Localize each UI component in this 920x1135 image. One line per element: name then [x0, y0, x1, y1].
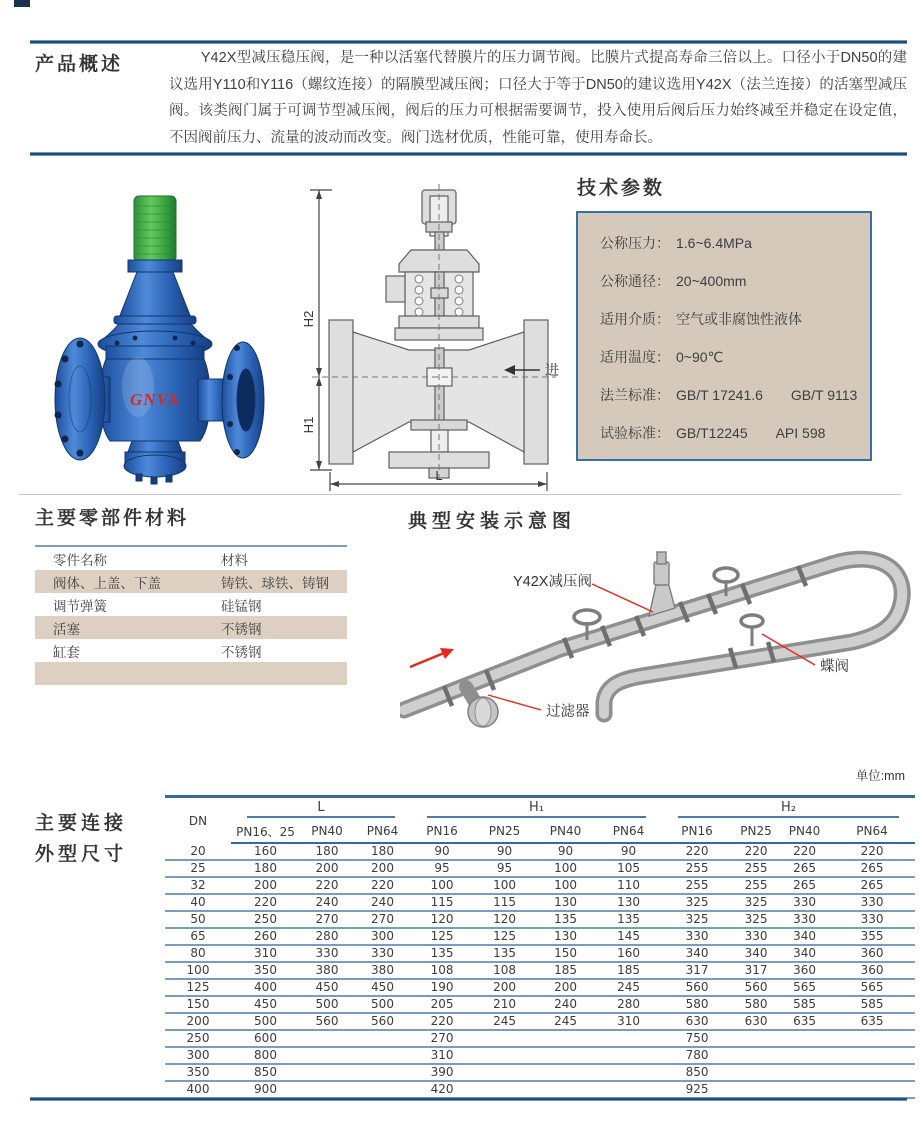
inlet-label: 进	[545, 362, 559, 378]
dimension-cell: 635	[829, 1013, 915, 1030]
pn-header-cell: PN25	[473, 820, 536, 843]
dimension-cell: 350	[231, 962, 300, 979]
divider-top	[30, 40, 907, 44]
dimension-cell: 265	[829, 877, 915, 894]
dimension-cell: 585	[780, 996, 829, 1013]
dimension-cell	[595, 1047, 662, 1064]
dimension-cell: 130	[595, 894, 662, 911]
dimension-cell: 265	[829, 860, 915, 877]
dimension-cell: 90	[411, 843, 473, 860]
dimension-cell: 20	[165, 843, 231, 860]
dimension-cell: 255	[732, 877, 780, 894]
dim-label-h2: H2	[301, 310, 316, 328]
dimension-cell: 200	[536, 979, 595, 996]
dimension-cell: 90	[473, 843, 536, 860]
materials-row	[35, 639, 347, 662]
dimension-cell	[595, 1081, 662, 1098]
dimension-cell	[732, 1030, 780, 1047]
tech-param-label: 试验标准：	[600, 425, 670, 441]
dimension-cell: 850	[662, 1064, 732, 1081]
dimension-cell: 200	[165, 1013, 231, 1030]
dimension-cell: 100	[536, 860, 595, 877]
adjusting-cap-green	[134, 196, 176, 262]
dimension-cell: 65	[165, 928, 231, 945]
dimension-cell: 630	[732, 1013, 780, 1030]
dimension-cell: 185	[595, 962, 662, 979]
tech-param-value: GB/T 17241.6 GB/T 9113	[676, 387, 858, 403]
tech-param-value: 1.6~6.4MPa	[676, 235, 752, 251]
dimension-cell: 330	[829, 911, 915, 928]
dimension-cell: 340	[780, 928, 829, 945]
dimension-cell	[354, 1030, 411, 1047]
tech-params-heading: 技术参数	[577, 178, 666, 199]
dimension-cell: 220	[780, 843, 829, 860]
dimension-cell: 390	[411, 1064, 473, 1081]
dimension-cell: 560	[732, 979, 780, 996]
dimension-row	[165, 1047, 915, 1064]
tech-param-label: 法兰标准：	[600, 387, 670, 403]
dimension-cell: 500	[300, 996, 354, 1013]
materials-row-empty	[35, 662, 347, 685]
dimension-row	[165, 1030, 915, 1047]
dimension-cell: 635	[780, 1013, 829, 1030]
dimension-cell: 500	[231, 1013, 300, 1030]
dimension-cell: 330	[732, 928, 780, 945]
dimension-cell: 250	[231, 911, 300, 928]
pn-header-row	[165, 820, 915, 843]
group-header-l: L	[231, 797, 411, 821]
dimension-cell: 330	[354, 945, 411, 962]
dimension-row	[165, 1081, 915, 1098]
prv-label: Y42X减压阀	[513, 574, 592, 590]
dimension-cell: 355	[829, 928, 915, 945]
dimension-cell: 400	[165, 1081, 231, 1098]
tech-param-row	[600, 307, 870, 345]
dimension-cell: 240	[300, 894, 354, 911]
unit-note: 单位:mm	[855, 769, 905, 783]
strainer-label: 过滤器	[546, 704, 590, 720]
dimension-cell: 32	[165, 877, 231, 894]
dimension-cell: 330	[662, 928, 732, 945]
dimension-cell: 317	[662, 962, 732, 979]
tech-param-label: 公称压力：	[600, 235, 670, 251]
dimension-cell: 220	[354, 877, 411, 894]
dimension-cell	[829, 1047, 915, 1064]
dimension-cell: 160	[595, 945, 662, 962]
dimension-cell: 40	[165, 894, 231, 911]
dimension-cell: 330	[780, 894, 829, 911]
dimension-cell: 220	[829, 843, 915, 860]
dimension-cell: 135	[595, 911, 662, 928]
flow-arrow	[410, 648, 454, 667]
dimension-cell: 325	[732, 911, 780, 928]
dimensions-heading-line2: 外型尺寸	[35, 844, 128, 865]
dimension-cell: 450	[300, 979, 354, 996]
dimension-cell: 25	[165, 860, 231, 877]
tech-param-label: 公称通径：	[600, 273, 670, 289]
materials-cell: 不锈钢	[221, 644, 262, 660]
dimension-cell: 245	[536, 1013, 595, 1030]
dimension-cell	[300, 1081, 354, 1098]
materials-heading: 主要零部件材料	[35, 508, 190, 529]
dimension-cell: 600	[231, 1030, 300, 1047]
tech-param-row	[600, 345, 870, 383]
dimension-cell: 95	[411, 860, 473, 877]
dimension-cell: 220	[662, 843, 732, 860]
dimension-cell: 340	[662, 945, 732, 962]
tech-params-box	[576, 211, 872, 461]
dimension-cell: 270	[300, 911, 354, 928]
dimension-cell: 420	[411, 1081, 473, 1098]
dimension-cell: 160	[231, 843, 300, 860]
dimension-cell: 280	[595, 996, 662, 1013]
dimension-cell: 310	[231, 945, 300, 962]
tech-param-row	[600, 269, 870, 307]
installation-diagram	[400, 524, 915, 729]
dimension-cell: 135	[473, 945, 536, 962]
dimension-cell: 325	[662, 911, 732, 928]
dimension-cell: 340	[780, 945, 829, 962]
materials-cell: 调节弹簧	[53, 598, 107, 614]
materials-table	[35, 545, 347, 685]
dimension-cell: 150	[536, 945, 595, 962]
dimension-cell: 240	[354, 894, 411, 911]
butterfly-label: 蝶阀	[820, 659, 849, 675]
dimension-cell	[780, 1030, 829, 1047]
dimension-row	[165, 894, 915, 911]
dimension-cell: 585	[829, 996, 915, 1013]
brand-logo: GNVA	[130, 390, 180, 409]
dimension-cell	[354, 1047, 411, 1064]
dimension-cell: 360	[829, 962, 915, 979]
dimension-cell: 135	[536, 911, 595, 928]
dimension-cell: 330	[780, 911, 829, 928]
dimension-cell: 560	[300, 1013, 354, 1030]
dimension-cell: 108	[411, 962, 473, 979]
dimensions-heading	[35, 808, 127, 870]
dimension-row	[165, 928, 915, 945]
pn-header-cell: PN64	[354, 820, 411, 843]
dimension-cell	[732, 1081, 780, 1098]
dimension-cell: 105	[595, 860, 662, 877]
dimension-cell: 210	[473, 996, 536, 1013]
dimension-row	[165, 979, 915, 996]
dimension-cell: 245	[595, 979, 662, 996]
dimension-row	[165, 945, 915, 962]
pn-header-cell: PN16	[662, 820, 732, 843]
dimension-cell: 150	[165, 996, 231, 1013]
section-divider-gray	[18, 494, 902, 495]
dimension-cell: 780	[662, 1047, 732, 1064]
dimension-cell: 750	[662, 1030, 732, 1047]
pn-header-cell: PN25	[732, 820, 780, 843]
dimension-row	[165, 860, 915, 877]
dimension-cell	[536, 1047, 595, 1064]
dimension-cell: 560	[354, 1013, 411, 1030]
dimension-cell	[732, 1064, 780, 1081]
dimension-cell: 205	[411, 996, 473, 1013]
valve-body-blue	[55, 260, 264, 484]
group-header-row	[165, 797, 915, 821]
materials-row	[35, 593, 347, 616]
dimension-cell	[473, 1030, 536, 1047]
dimension-cell: 380	[300, 962, 354, 979]
overview-paragraph: Y42X型减压稳压阀，是一种以活塞代替膜片的压力调节阀。比膜片式提高寿命三倍以上。口径小于DN50的建议选用Y110和Y116（螺纹连接）的隔膜型减压阀；口径大于等于DN50的建议选用Y42X（法兰连接）的活塞型减压阀。该类阀门属于可调节型减压阀，阀后的压力可根据需要调节，投入使用后阀后压力始终减至并稳定在设定值，不因阀前压力、流量的波动而改变。阀门选材优质，性能可靠，使用寿命长。	[169, 50, 907, 146]
dimension-cell: 130	[536, 928, 595, 945]
dimension-cell	[300, 1030, 354, 1047]
materials-header-row	[35, 546, 347, 570]
materials-cell: 铸铁、球铁、铸钢	[221, 575, 329, 591]
dimension-cell	[354, 1064, 411, 1081]
tech-param-row	[600, 383, 870, 421]
dimension-cell: 125	[411, 928, 473, 945]
dimension-cell: 100	[536, 877, 595, 894]
dimension-cell: 108	[473, 962, 536, 979]
pn-header-cell: PN64	[829, 820, 915, 843]
tech-param-value: GB/T12245 API 598	[676, 425, 826, 441]
dimension-cell: 245	[473, 1013, 536, 1030]
dimension-cell: 265	[780, 877, 829, 894]
dimension-cell: 900	[231, 1081, 300, 1098]
dn-header: DN	[188, 813, 208, 828]
dimension-cell: 330	[300, 945, 354, 962]
dimension-cell	[536, 1030, 595, 1047]
dimension-cell	[536, 1064, 595, 1081]
dim-label-h1: H1	[301, 416, 316, 434]
dimension-cell: 310	[411, 1047, 473, 1064]
dimension-cell: 270	[354, 911, 411, 928]
dimension-cell: 255	[732, 860, 780, 877]
dimension-cell	[595, 1064, 662, 1081]
dimension-row	[165, 843, 915, 860]
butterfly-valve	[741, 615, 763, 646]
dimension-cell	[300, 1047, 354, 1064]
dimension-cell: 100	[165, 962, 231, 979]
dimension-cell: 800	[231, 1047, 300, 1064]
group-header-h2: H₂	[662, 797, 915, 821]
dimension-cell: 250	[165, 1030, 231, 1047]
dimension-cell: 360	[780, 962, 829, 979]
group-header-h1: H₁	[411, 797, 662, 821]
dimension-cell: 580	[732, 996, 780, 1013]
dimension-cell	[780, 1047, 829, 1064]
dimension-cell: 90	[536, 843, 595, 860]
dimension-cell: 925	[662, 1081, 732, 1098]
divider-overview-bottom	[30, 152, 907, 156]
overview-heading: 产品概述	[35, 54, 124, 75]
dimension-cell: 325	[662, 894, 732, 911]
dimension-cell: 90	[595, 843, 662, 860]
tech-param-row	[600, 421, 870, 459]
dimension-cell: 180	[354, 843, 411, 860]
dimension-cell: 450	[354, 979, 411, 996]
dimension-row	[165, 996, 915, 1013]
tech-param-row	[600, 231, 870, 269]
tech-param-label: 适用介质：	[600, 311, 670, 327]
dimension-cell: 630	[662, 1013, 732, 1030]
dimension-cell: 110	[595, 877, 662, 894]
dimension-cell: 500	[354, 996, 411, 1013]
dimension-row	[165, 911, 915, 928]
dimension-cell: 200	[300, 860, 354, 877]
tech-param-value: 20~400mm	[676, 273, 747, 289]
dimension-cell: 280	[300, 928, 354, 945]
materials-cell: 缸套	[53, 644, 80, 660]
dimension-cell	[473, 1047, 536, 1064]
dimension-cell: 100	[411, 877, 473, 894]
dimension-cell: 450	[231, 996, 300, 1013]
materials-col-material: 材料	[221, 552, 248, 568]
dimension-cell: 125	[165, 979, 231, 996]
dimension-row	[165, 962, 915, 979]
dimension-cell	[300, 1064, 354, 1081]
dimension-cell: 300	[165, 1047, 231, 1064]
dimension-cell: 80	[165, 945, 231, 962]
prv-valve	[649, 552, 675, 616]
dimension-cell: 310	[595, 1013, 662, 1030]
materials-cell: 阀体、上盖、下盖	[53, 575, 161, 591]
dimension-cell: 125	[473, 928, 536, 945]
pn-header-cell: PN16、25	[231, 820, 300, 843]
pn-header-cell: PN16	[411, 820, 473, 843]
dimension-cell: 380	[354, 962, 411, 979]
dimension-cell: 220	[411, 1013, 473, 1030]
dimension-cell: 180	[300, 843, 354, 860]
dimension-cell: 50	[165, 911, 231, 928]
dimension-cell: 400	[231, 979, 300, 996]
pn-header-cell: PN40	[300, 820, 354, 843]
dimension-cell: 120	[411, 911, 473, 928]
strainer-body	[468, 697, 498, 727]
materials-cell: 硅锰钢	[221, 598, 262, 614]
pn-header-cell: PN64	[595, 820, 662, 843]
dimension-cell: 220	[732, 843, 780, 860]
dimension-cell	[780, 1081, 829, 1098]
dimension-cell: 115	[411, 894, 473, 911]
dimension-cell: 350	[165, 1064, 231, 1081]
dimension-cell	[829, 1081, 915, 1098]
dimension-cell: 200	[231, 877, 300, 894]
dimension-cell: 330	[829, 894, 915, 911]
dimension-cell: 100	[473, 877, 536, 894]
dimension-cell: 560	[662, 979, 732, 996]
dimension-cell	[536, 1081, 595, 1098]
dimension-cell: 145	[595, 928, 662, 945]
dimension-cell: 317	[732, 962, 780, 979]
dimension-cell	[829, 1030, 915, 1047]
tech-param-value: 0~90℃	[676, 349, 724, 365]
divider-bottom	[30, 1097, 907, 1101]
pn-header-cell: PN40	[536, 820, 595, 843]
dimension-cell: 120	[473, 911, 536, 928]
dimension-cell: 115	[473, 894, 536, 911]
dimension-cell: 220	[231, 894, 300, 911]
dimension-cell: 255	[662, 877, 732, 894]
dim-label-l: L	[435, 468, 443, 483]
dimension-cell	[595, 1030, 662, 1047]
dimension-row	[165, 1064, 915, 1081]
dimension-cell: 130	[536, 894, 595, 911]
dimension-cell: 180	[231, 860, 300, 877]
dimension-cell	[473, 1081, 536, 1098]
dimension-cell: 260	[231, 928, 300, 945]
dimension-cell: 340	[732, 945, 780, 962]
dimension-cell	[732, 1047, 780, 1064]
dimension-cell	[780, 1064, 829, 1081]
dimension-cell: 190	[411, 979, 473, 996]
dimension-cell: 565	[829, 979, 915, 996]
corner-mark	[14, 0, 30, 7]
dimension-cell: 325	[732, 894, 780, 911]
dimension-cell	[354, 1081, 411, 1098]
dimension-cell: 300	[354, 928, 411, 945]
dimension-cell: 265	[780, 860, 829, 877]
materials-col-part: 零件名称	[53, 552, 107, 568]
materials-row	[35, 570, 347, 593]
valve-cross-section-drawing	[298, 172, 566, 497]
pn-header-cell: PN40	[780, 820, 829, 843]
materials-cell: 活塞	[53, 621, 80, 637]
dimensions-heading-line1: 主要连接	[35, 813, 128, 834]
materials-cell: 不锈钢	[221, 621, 262, 637]
dimension-cell	[473, 1064, 536, 1081]
dimension-cell	[829, 1064, 915, 1081]
dimension-cell: 220	[300, 877, 354, 894]
dimension-cell: 580	[662, 996, 732, 1013]
dimension-cell: 850	[231, 1064, 300, 1081]
valve-photo	[40, 172, 300, 487]
dimension-cell: 200	[473, 979, 536, 996]
tech-param-label: 适用温度：	[600, 349, 670, 365]
dimension-cell: 185	[536, 962, 595, 979]
dimension-cell: 255	[662, 860, 732, 877]
materials-row	[35, 616, 347, 639]
dimension-cell: 200	[354, 860, 411, 877]
dimension-cell: 240	[536, 996, 595, 1013]
dimension-row	[165, 1013, 915, 1030]
dimension-cell: 95	[473, 860, 536, 877]
dimension-cell: 360	[829, 945, 915, 962]
tech-param-value: 空气或非腐蚀性液体	[676, 311, 802, 327]
dimension-cell: 135	[411, 945, 473, 962]
dimension-row	[165, 877, 915, 894]
dimension-cell: 565	[780, 979, 829, 996]
dimensions-table	[165, 795, 915, 1099]
install-heading: 典型安装示意图	[408, 511, 577, 532]
dimension-cell: 270	[411, 1030, 473, 1047]
